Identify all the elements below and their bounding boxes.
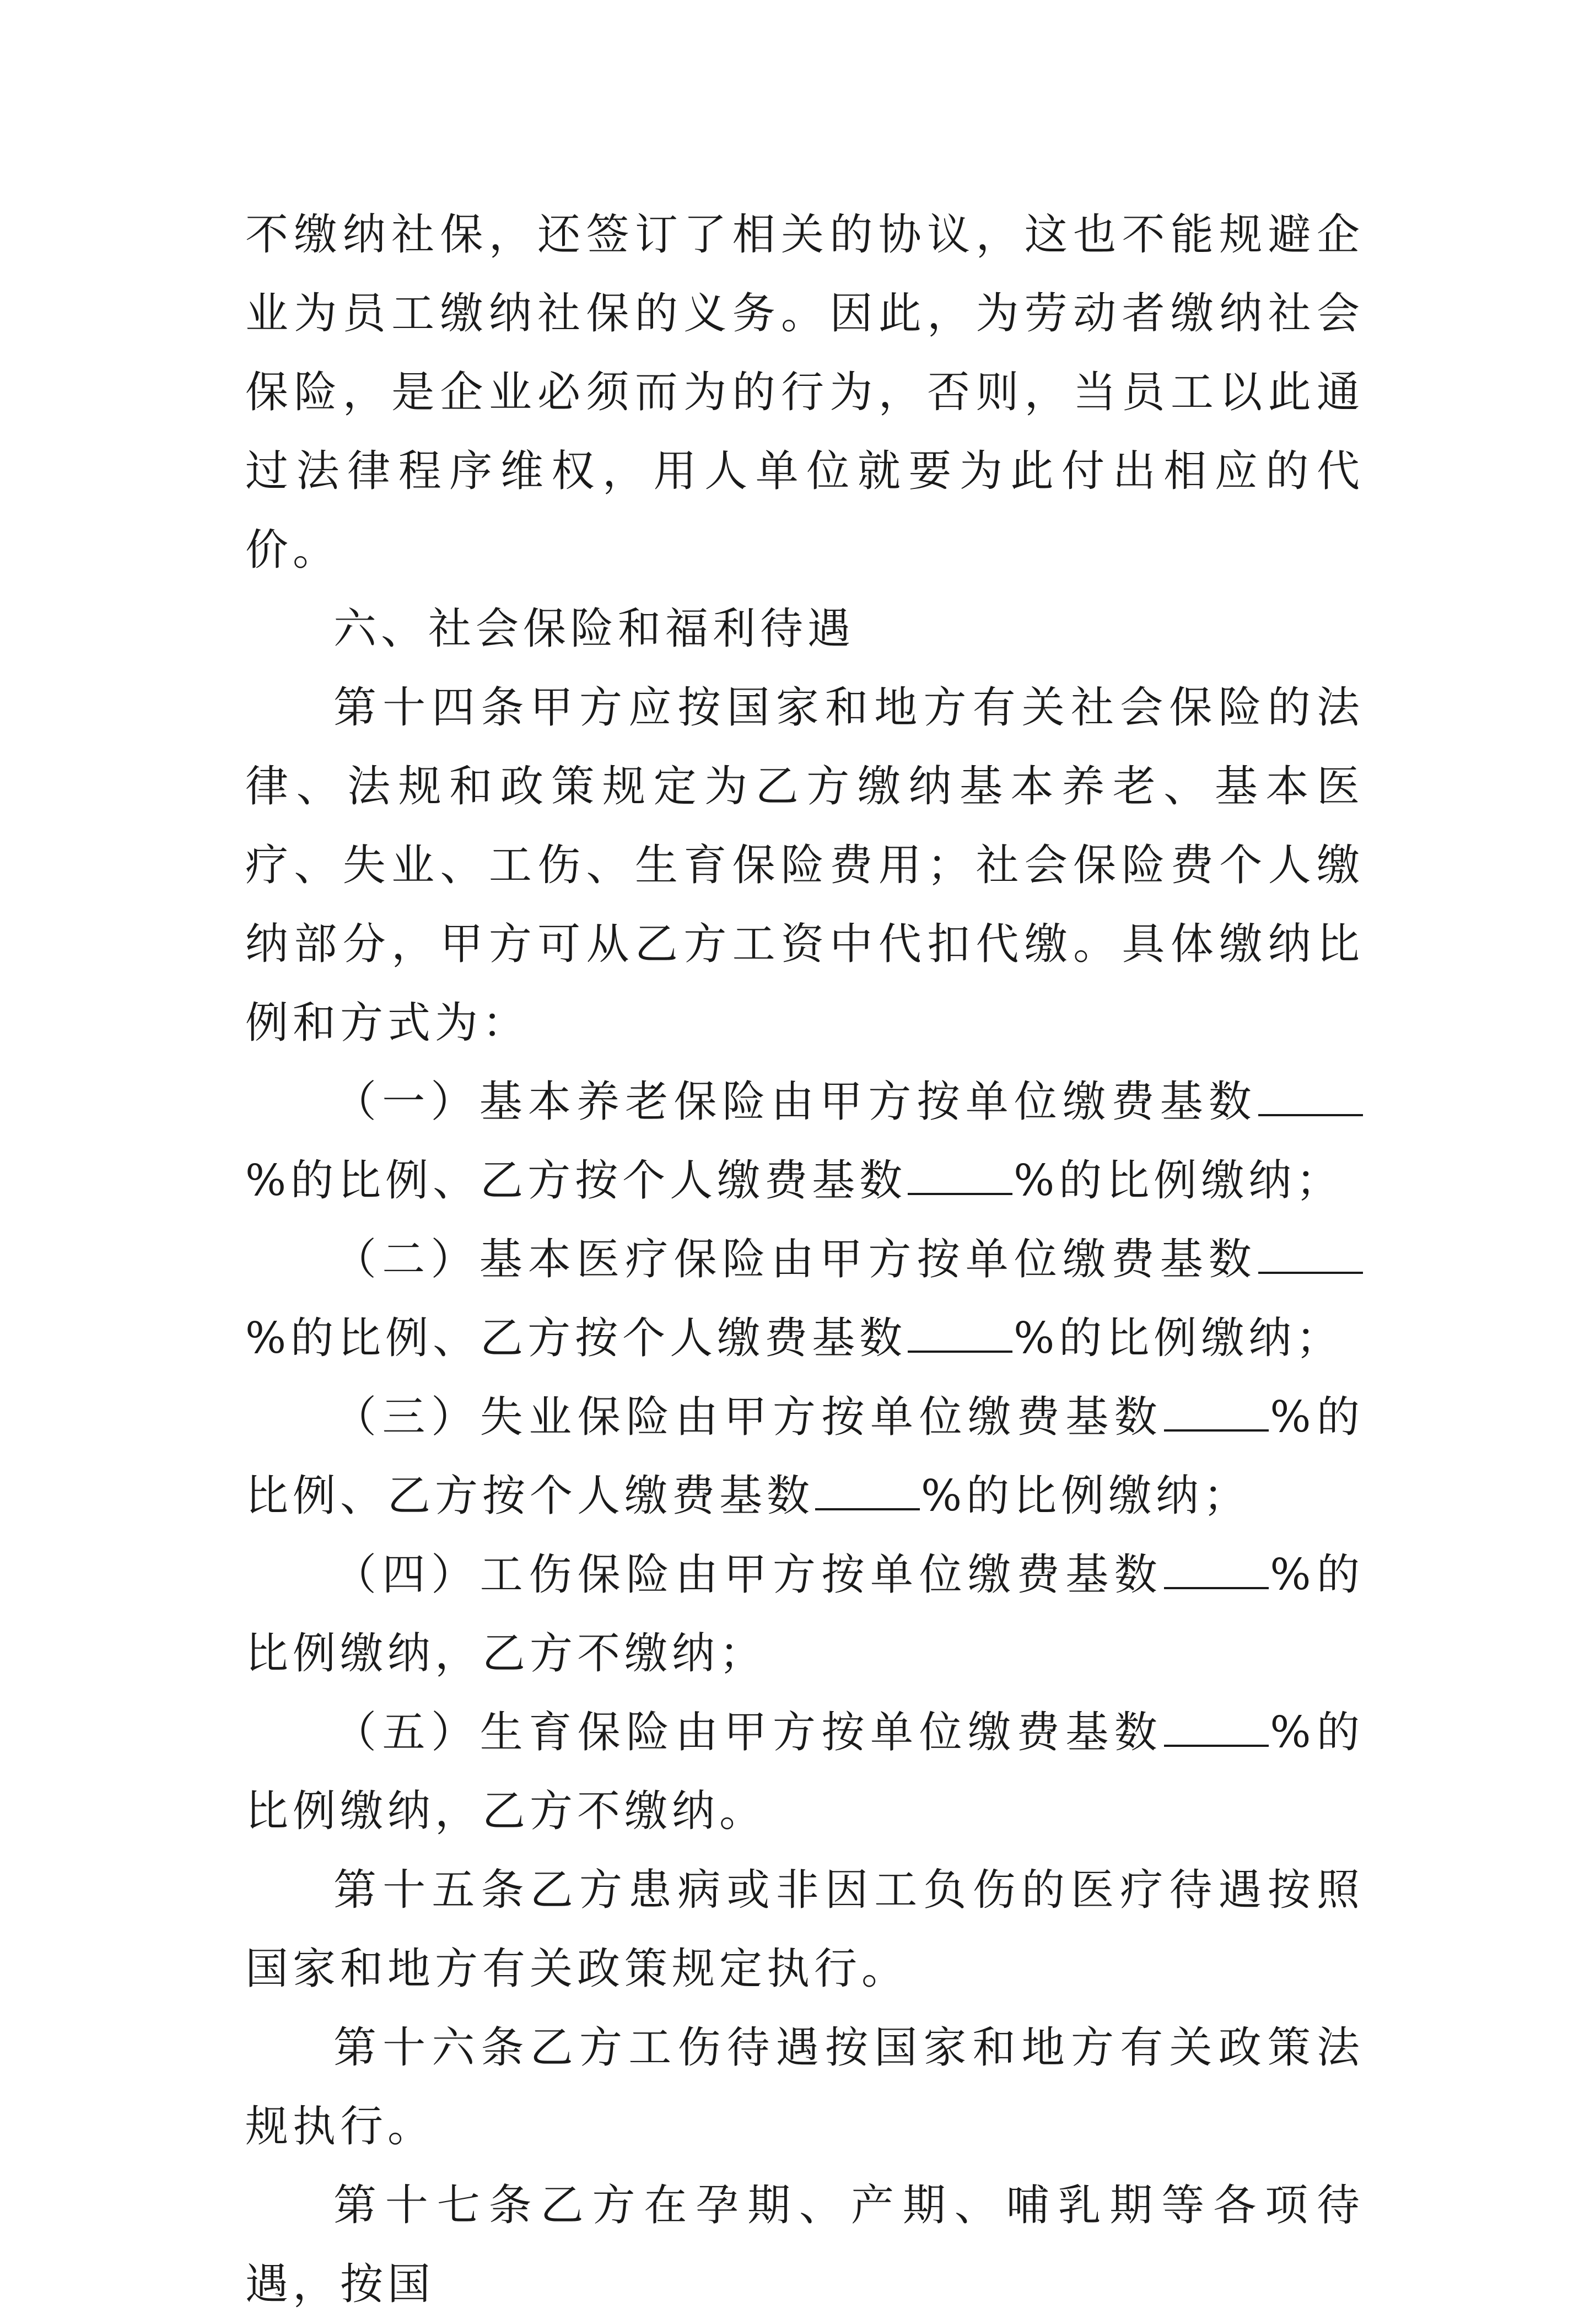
article-14: 第十四条甲方应按国家和地方有关社会保险的法律、法规和政策规定为乙方缴纳基本养老、基本医疗、失业、工伤、生育保险费用；社会保险费个人缴纳部分，甲方可从乙方工资中代扣代缴。具体缴纳比例和方式为：: [245, 683, 1364, 1048]
blank-field: [1258, 1080, 1363, 1116]
item-text: （二）基本医疗保险由甲方按单位缴费基数: [333, 1235, 1257, 1284]
blank-field: [908, 1159, 1012, 1195]
item-text: （一）基本养老保险由甲方按单位缴费基数: [333, 1077, 1257, 1127]
blank-field: [1164, 1395, 1269, 1432]
item-text: %的比例缴纳，乙方不缴纳。: [245, 1708, 1364, 1836]
item-text: %的比例、乙方按个人缴费基数: [245, 1314, 907, 1363]
item-text: （四）工伤保险由甲方按单位缴费基数: [333, 1550, 1163, 1600]
article-16: 第十六条乙方工伤待遇按国家和地方有关政策法规执行。: [245, 2023, 1364, 2151]
intro-paragraph: 不缴纳社保，还签订了相关的协议，这也不能规避企业为员工缴纳社保的义务。因此，为劳动者缴纳社会保险，是企业必须而为的行为，否则，当员工以此通过法律程序维权，用人单位就要为此付出相应的代价。: [245, 210, 1364, 575]
item-text: %的比例缴纳；: [921, 1471, 1251, 1521]
article-15: 第十五条乙方患病或非因工负伤的医疗待遇按照国家和地方有关政策规定执行。: [245, 1865, 1364, 1994]
blank-field: [908, 1316, 1012, 1353]
blank-field: [1258, 1238, 1363, 1274]
item-text: %的比例缴纳；: [1014, 1156, 1344, 1206]
section-heading: 六、社会保险和福利待遇: [333, 604, 855, 654]
item-text: %的比例缴纳，乙方不缴纳；: [245, 1550, 1364, 1679]
item-text: （三）失业保险由甲方按单位缴费基数: [333, 1392, 1163, 1442]
item-text: %的比例、乙方按个人缴费基数: [245, 1156, 907, 1206]
item-text: %的比例、乙方按个人缴费基数: [245, 1392, 1364, 1521]
blank-field: [1164, 1553, 1269, 1589]
item-medical: [245, 1220, 1364, 1378]
item-maternity: [245, 1693, 1364, 1851]
item-unemployment: [245, 1378, 1364, 1536]
article-17: 第十七条乙方在孕期、产期、哺乳期等各项待遇，按国: [245, 2181, 1364, 2309]
document-body: [245, 196, 1364, 2324]
item-text: （五）生育保险由甲方按单位缴费基数: [333, 1708, 1163, 1757]
blank-field: [1164, 1710, 1269, 1747]
item-work-injury: [245, 1536, 1364, 1693]
item-pension: [245, 1063, 1364, 1220]
item-text: %的比例缴纳；: [1014, 1314, 1344, 1363]
blank-field: [815, 1474, 920, 1510]
